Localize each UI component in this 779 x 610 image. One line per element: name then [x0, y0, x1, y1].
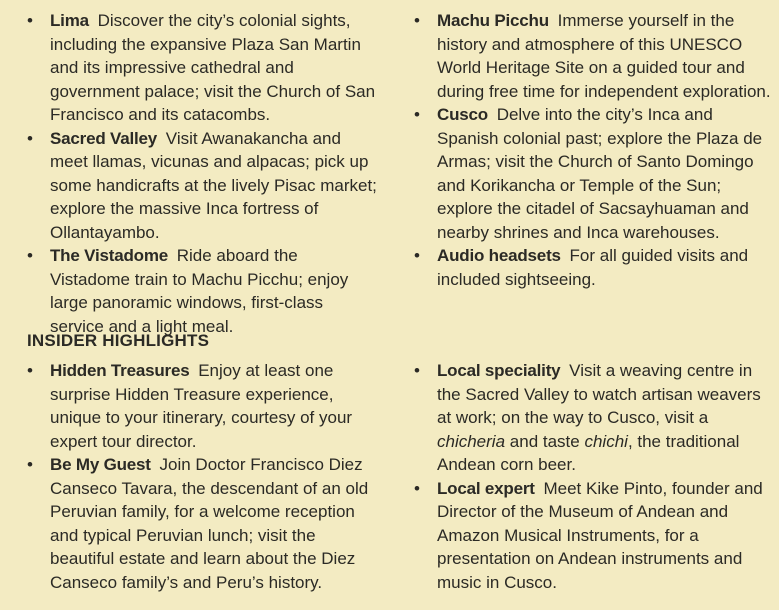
item-text: Visit Awanakancha and meet llamas, vicunas and alpacas; pick up some handicrafts at the lively Pisac market; explore the massive Inca fortress of Ollantayambo.	[50, 128, 377, 242]
list-item-be-my-guest	[25, 453, 380, 594]
item-title: Local speciality	[437, 361, 561, 380]
item-italic-chichi: chichi	[584, 431, 628, 451]
item-text-after: , the traditional Andean corn beer.	[437, 431, 740, 474]
bullet-icon: •	[414, 11, 420, 30]
bullet-icon: •	[27, 361, 33, 380]
tours-left-column	[25, 9, 380, 338]
item-text: Ride aboard the Vistadome train to Machu Picchu; enjoy large panoramic windows, first-class service and a light meal.	[50, 246, 349, 336]
item-title: Machu Picchu	[437, 11, 549, 30]
list-item-vistadome	[25, 244, 380, 338]
item-text-middle: and taste	[509, 431, 580, 451]
insider-highlights-heading: INSIDER HIGHLIGHTS	[27, 331, 210, 350]
list-item-lima	[25, 9, 380, 127]
item-text: Enjoy at least one surprise Hidden Treasure experience, unique to your itinerary, courtesy of your expert tour director.	[50, 361, 353, 451]
bullet-icon: •	[414, 478, 420, 498]
bullet-icon: •	[27, 128, 33, 148]
tours-right-column	[412, 9, 772, 291]
bullet-icon: •	[414, 361, 420, 380]
list-item-cusco	[412, 103, 772, 244]
list-item-local-speciality	[412, 359, 772, 477]
item-title: The Vistadome	[50, 246, 169, 265]
item-text: Join Doctor Francisco Diez Canseco Tavara, the descendant of an old Peruvian family, for a welcome reception and typical Peruvian lunch; visit the beautiful estate and learn about the Diez Canseco family’s and Peru’s history.	[50, 455, 369, 592]
item-text: For all guided visits and included sightseeing.	[437, 246, 749, 289]
item-title: Local expert	[437, 478, 535, 498]
item-text: Immerse yourself in the history and atmosphere of this UNESCO World Heritage Site on a guided tour and during free time for independent exploration.	[437, 11, 771, 101]
item-text: Delve into the city’s Inca and Spanish colonial past; explore the Plaza de Armas; visit the Church of Santo Domingo and Korikancha or Temple of the Sun; explore the citadel of Sacsayhuaman and nearby shrines and Inca warehouses.	[437, 105, 763, 242]
item-text: Discover the city’s colonial sights, including the expansive Plaza San Martin and its impressive cathedral and government palace; visit the Church of San Francisco and its catacombs.	[50, 11, 376, 124]
insider-right-column	[412, 359, 772, 594]
item-title: Lima	[50, 11, 89, 30]
item-title: Cusco	[437, 105, 488, 124]
list-item-machu-picchu	[412, 9, 772, 103]
list-item-local-expert	[412, 477, 772, 595]
bullet-icon: •	[414, 246, 420, 265]
list-item-audio-headsets	[412, 244, 772, 291]
list-item-sacred-valley	[25, 127, 380, 245]
item-text: Meet Kike Pinto, founder and Director of the Museum of Andean and Amazon Musical Instruments, for a presentation on Andean instruments and music in Cusco.	[437, 478, 763, 592]
list-item-hidden-treasures	[25, 359, 380, 453]
item-text-before: Visit a weaving centre in the Sacred Valley to watch artisan weavers at work; on the way to Cusco, visit a	[437, 361, 761, 427]
bullet-icon: •	[27, 11, 33, 30]
item-title: Hidden Treasures	[50, 361, 190, 380]
insider-left-column	[25, 359, 380, 594]
item-title: Audio headsets	[437, 246, 561, 265]
bullet-icon: •	[27, 455, 33, 474]
item-title: Be My Guest	[50, 455, 151, 474]
item-title: Sacred Valley	[50, 128, 158, 148]
bullet-icon: •	[414, 105, 420, 124]
bullet-icon: •	[27, 246, 33, 265]
item-italic-chicheria: chicheria	[437, 431, 506, 451]
